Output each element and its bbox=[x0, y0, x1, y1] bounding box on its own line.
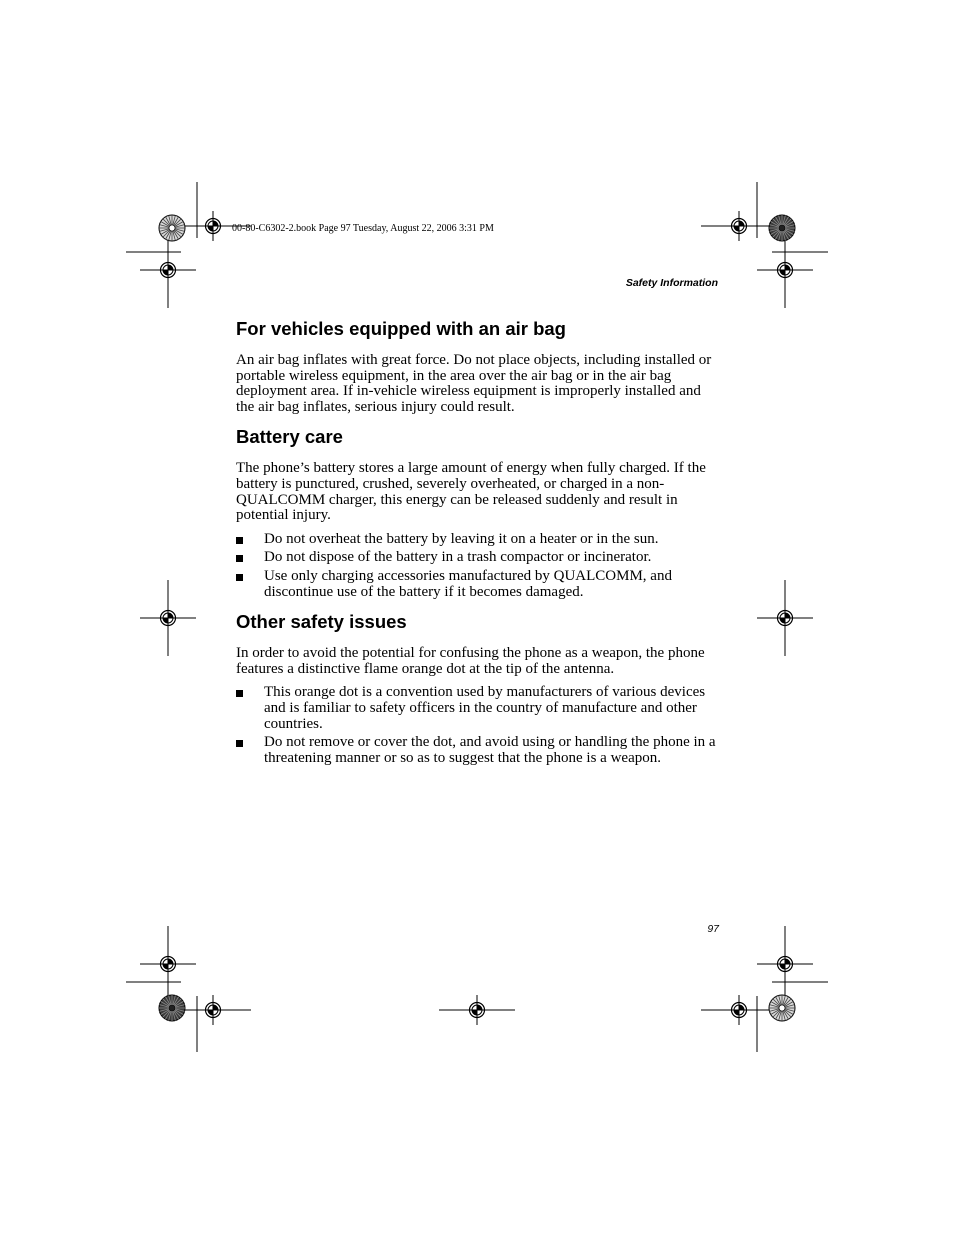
list-item-text: Use only charging accessories manufactured by QUALCOMM, and discontinue use of the battery if it becomes damaged. bbox=[264, 567, 672, 600]
crosshair-registration-icon bbox=[701, 211, 777, 241]
crosshair-registration-icon bbox=[140, 926, 196, 1002]
square-bullet-icon bbox=[236, 537, 243, 544]
radial-color-target-icon bbox=[159, 995, 185, 1021]
radial-color-target-icon bbox=[159, 215, 185, 241]
list-item bbox=[236, 550, 720, 566]
slug-line: 00-80-C6302-2.book Page 97 Tuesday, August 22, 2006 3:31 PM bbox=[232, 223, 494, 234]
section-air-bag bbox=[236, 318, 720, 415]
running-head: Safety Information bbox=[625, 277, 718, 289]
section-heading: Other safety issues bbox=[236, 611, 407, 633]
list-item-text: Do not remove or cover the dot, and avoid using or handling the phone in a threatening manner or so as to suggest that the phone is a weapon. bbox=[264, 734, 716, 766]
section-heading: For vehicles equipped with an air bag bbox=[236, 318, 566, 339]
radial-color-target-icon bbox=[769, 215, 795, 241]
crosshair-registration-icon bbox=[439, 995, 515, 1025]
section-other-safety bbox=[236, 611, 720, 766]
bullet-list bbox=[236, 532, 720, 600]
body-paragraph: An air bag inflates with great force. Do not place objects, including installed or portable wireless equipment, in the area over the air bag or in the air bag deployment area. If in-vehicle wireless equipment is improperly installed and the air bag inflates, serious injury could result. bbox=[236, 352, 712, 415]
radial-color-target-icon bbox=[769, 995, 795, 1021]
square-bullet-icon bbox=[236, 574, 243, 581]
crosshair-registration-icon bbox=[140, 580, 196, 656]
section-battery-care bbox=[236, 426, 720, 600]
crosshair-registration-icon bbox=[757, 232, 813, 308]
crosshair-registration-icon bbox=[701, 995, 777, 1025]
crosshair-registration-icon bbox=[175, 995, 251, 1025]
section-heading: Battery care bbox=[236, 426, 343, 448]
body-paragraph: The phone’s battery stores a large amount of energy when fully charged. If the battery is punctured, crushed, severely overheated, or charged in a non-QUALCOMM charger, this energy can be released suddenly and result in potential injury. bbox=[236, 460, 706, 524]
list-item bbox=[236, 569, 720, 600]
square-bullet-icon bbox=[236, 690, 243, 697]
crosshair-registration-icon bbox=[757, 926, 813, 1002]
list-item-text: This orange dot is a convention used by manufacturers of various devices and is familiar to safety officers in the country of manufacture and other countries. bbox=[264, 684, 706, 732]
list-item-text: Do not dispose of the battery in a trash compactor or incinerator. bbox=[264, 549, 652, 566]
list-item-text: Do not overheat the battery by leaving it on a heater or in the sun. bbox=[264, 530, 659, 547]
body-paragraph: In order to avoid the potential for confusing the phone as a weapon, the phone features a distinctive flame orange dot at the tip of the antenna. bbox=[236, 645, 705, 677]
crosshair-registration-icon bbox=[757, 580, 813, 656]
main-content bbox=[236, 318, 720, 766]
bullet-list bbox=[236, 685, 720, 766]
page-number: 97 bbox=[707, 923, 719, 935]
square-bullet-icon bbox=[236, 555, 243, 562]
crosshair-registration-icon bbox=[140, 232, 196, 308]
list-item bbox=[236, 735, 720, 766]
list-item bbox=[236, 685, 720, 732]
list-item bbox=[236, 532, 720, 548]
square-bullet-icon bbox=[236, 740, 243, 747]
